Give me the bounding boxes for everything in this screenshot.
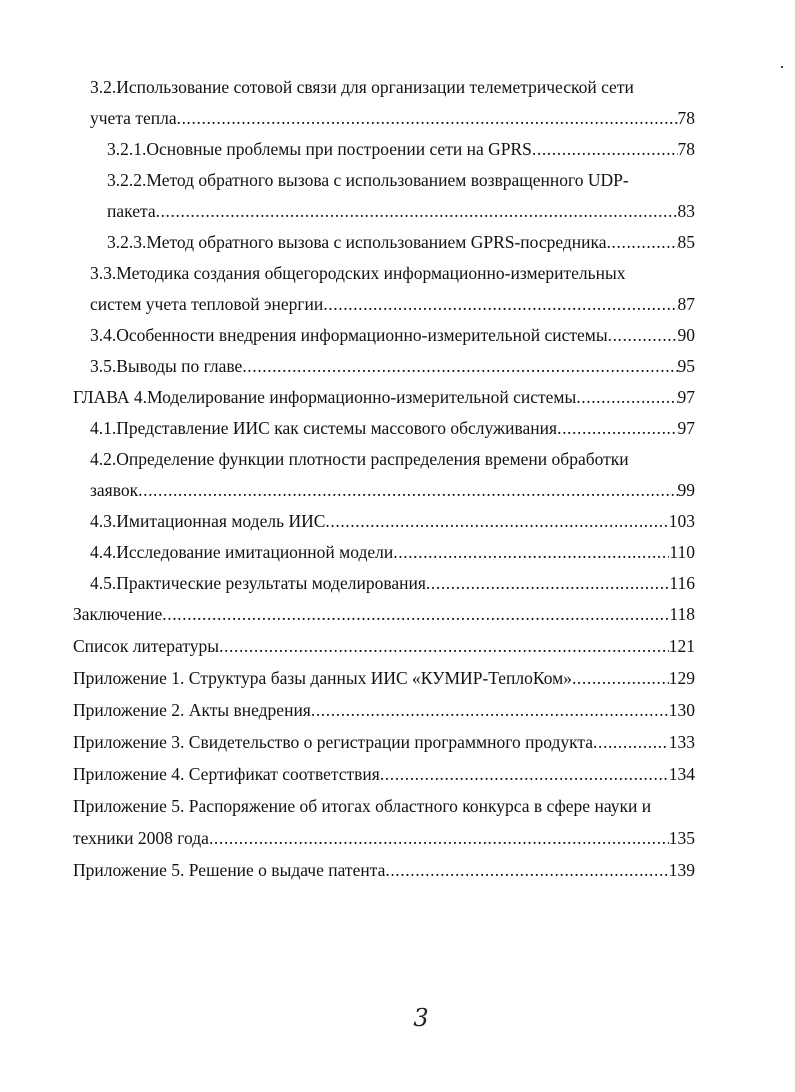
toc-entry-title: Список литературы xyxy=(73,636,220,656)
toc-page-number: 95 xyxy=(677,356,695,376)
toc-entry-appendix-1 xyxy=(73,663,695,693)
toc-entry-3-4 xyxy=(90,320,695,350)
toc-entry-title: Приложение 4. Сертификат соответствия xyxy=(73,764,380,784)
leader-dots xyxy=(608,320,678,350)
toc-entry-3-2-line2 xyxy=(90,103,695,133)
toc-entry-3-2-2-line1 xyxy=(107,165,695,195)
toc-entry-4-2-line1 xyxy=(90,444,695,474)
toc-page-number: 135 xyxy=(668,828,695,848)
scan-mark xyxy=(781,66,783,68)
toc-entry-3-3-line1 xyxy=(90,258,695,288)
toc-page-number: 130 xyxy=(668,700,695,720)
toc-page-number: 116 xyxy=(669,573,695,593)
toc-entry-title: 3.4.Особенности внедрения информационно-измерительной системы xyxy=(90,325,608,345)
toc-entry-3-3-line2 xyxy=(90,289,695,319)
toc-entry-title: 3.2.3.Метод обратного вызова с использованием GPRS-посредника xyxy=(107,232,607,252)
leader-dots xyxy=(209,823,669,853)
toc-page-number: 90 xyxy=(677,325,695,345)
toc-entry-3-5 xyxy=(90,351,695,381)
leader-dots xyxy=(572,663,669,693)
toc-entry-title: 4.2.Определение функции плотности распределения времени обработки xyxy=(90,449,629,469)
toc-entry-title: Приложение 2. Акты внедрения xyxy=(73,700,311,720)
toc-entry-title: Приложение 5. Распоряжение об итогах областного конкурса в сфере науки и xyxy=(73,796,652,816)
toc-entry-appendix-2 xyxy=(73,695,695,725)
toc-entry-title: Приложение 1. Структура базы данных ИИС «КУМИР-ТеплоКом» xyxy=(73,668,572,688)
toc-entry-title: 4.4.Исследование имитационной модели xyxy=(90,542,394,562)
leader-dots xyxy=(162,599,669,629)
toc-entry-appendix-3 xyxy=(73,727,695,757)
toc-entry-title: пакета xyxy=(107,201,156,221)
toc-entry-chapter-4 xyxy=(73,382,695,412)
toc-entry-appendix-5b xyxy=(73,855,695,885)
leader-dots xyxy=(607,227,678,257)
toc-entry-title: Заключение xyxy=(73,604,163,624)
toc-entry-title: Приложение 5. Решение о выдаче патента xyxy=(73,860,386,880)
toc-entry-title: 3.5.Выводы по главе xyxy=(90,356,243,376)
toc-page-number: 97 xyxy=(677,387,695,407)
toc-page-number: 139 xyxy=(668,860,695,880)
toc-page-number: 103 xyxy=(668,511,695,531)
leader-dots xyxy=(311,695,669,725)
toc-page-number: 121 xyxy=(668,636,695,656)
toc-page-number: 99 xyxy=(677,480,695,500)
toc-page-number: 78 xyxy=(677,108,695,128)
toc-page-number: 118 xyxy=(669,604,695,624)
toc-page-number: 85 xyxy=(677,232,695,252)
toc-entry-title: 3.2.2.Метод обратного вызова с использованием возвращенного UDP- xyxy=(107,170,629,190)
page-number: 3 xyxy=(413,1004,429,1032)
toc-entry-title: 4.3.Имитационная модель ИИС xyxy=(90,511,326,531)
toc-entry-4-2-line2 xyxy=(90,475,695,505)
toc-entry-appendix-5a-line1 xyxy=(73,791,695,821)
toc-entry-conclusion xyxy=(73,599,695,629)
toc-entry-title: техники 2008 года xyxy=(73,828,209,848)
toc-entry-appendix-5a-line2 xyxy=(73,823,695,853)
leader-dots xyxy=(532,134,678,164)
toc-entry-4-3 xyxy=(90,506,695,536)
toc-entry-4-4 xyxy=(90,537,695,567)
toc-entry-3-2-2-line2 xyxy=(107,196,695,226)
toc-entry-title: 3.2.Использование сотовой связи для организации телеметрической сети xyxy=(90,77,634,97)
leader-dots xyxy=(426,568,669,598)
leader-dots xyxy=(156,196,678,226)
leader-dots xyxy=(177,103,678,133)
toc-page-number: 97 xyxy=(677,418,695,438)
toc-entry-title: 3.3.Методика создания общегородских информационно-измерительных xyxy=(90,263,626,283)
toc-entry-title: 4.1.Представление ИИС как системы массового обслуживания xyxy=(90,418,558,438)
toc-entry-title: заявок xyxy=(90,480,139,500)
toc-page-number: 87 xyxy=(677,294,695,314)
toc-page-number: 133 xyxy=(668,732,695,752)
toc-entry-appendix-4 xyxy=(73,759,695,789)
leader-dots xyxy=(325,506,668,536)
toc-entry-3-2-1 xyxy=(107,134,695,164)
toc-page-number: 83 xyxy=(677,201,695,221)
toc-entry-3-2-3 xyxy=(107,227,695,257)
leader-dots xyxy=(557,413,677,443)
toc-entry-title: учета тепла xyxy=(90,108,177,128)
leader-dots xyxy=(219,631,669,661)
toc-entry-title: 4.5.Практические результаты моделирования xyxy=(90,573,426,593)
leader-dots xyxy=(593,727,669,757)
toc-entry-title: Приложение 3. Свидетельство о регистрации программного продукта xyxy=(73,732,593,752)
toc-page-number: 129 xyxy=(668,668,695,688)
toc-page-number: 110 xyxy=(669,542,695,562)
toc-page-number: 78 xyxy=(677,139,695,159)
toc-entry-4-5 xyxy=(90,568,695,598)
toc-entry-references xyxy=(73,631,695,661)
leader-dots xyxy=(242,351,677,381)
toc-entry-title: ГЛАВА 4.Моделирование информационно-измерительной системы xyxy=(73,387,577,407)
toc-entry-4-1 xyxy=(90,413,695,443)
toc-entry-title: 3.2.1.Основные проблемы при построении сети на GPRS xyxy=(107,139,532,159)
leader-dots xyxy=(323,289,677,319)
toc-page-number: 134 xyxy=(668,764,695,784)
leader-dots xyxy=(393,537,669,567)
leader-dots xyxy=(576,382,677,412)
leader-dots xyxy=(380,759,669,789)
leader-dots xyxy=(385,855,668,885)
toc-entry-title: систем учета тепловой энергии xyxy=(90,294,324,314)
toc-entry-3-2-line1 xyxy=(90,72,695,102)
leader-dots xyxy=(138,475,677,505)
